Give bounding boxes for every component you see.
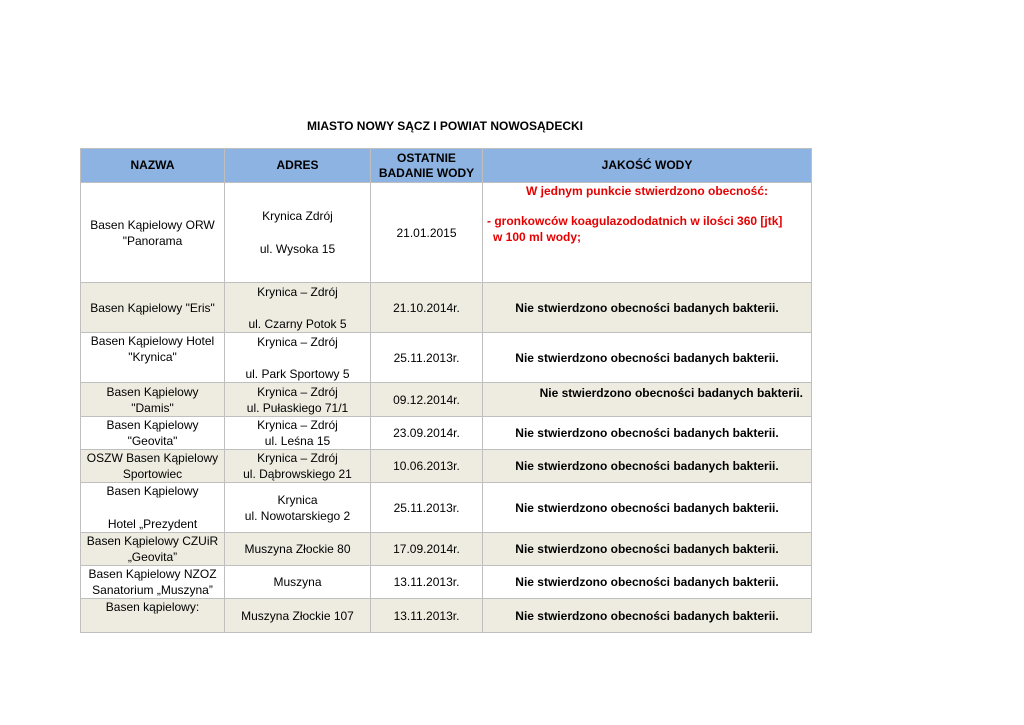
name-line: Sportowiec (122, 467, 183, 481)
cell-date: 21.01.2015 (371, 183, 483, 283)
cell-address: Muszyna Złockie 107 (225, 599, 371, 633)
address-line: ul. Czarny Potok 5 (248, 316, 347, 331)
table-row (81, 599, 812, 633)
table-row (81, 450, 812, 483)
cell-address (225, 483, 371, 533)
address-line: ul. Leśna 15 (264, 434, 331, 448)
table-row (81, 383, 812, 417)
cell-name (81, 183, 225, 283)
cell-date: 13.11.2013r. (371, 599, 483, 633)
cell-name (81, 417, 225, 450)
address-line: ul. Pułaskiego 71/1 (246, 400, 349, 415)
water-quality-table (80, 148, 812, 633)
cell-quality: Nie stwierdzono obecności badanych bakterii. (483, 450, 812, 483)
cell-name (81, 566, 225, 599)
name-line: Basen Kąpielowy Hotel (90, 334, 215, 348)
cell-name: Basen Kąpielowy "Eris" (81, 283, 225, 333)
cell-quality: Nie stwierdzono obecności badanych bakterii. (483, 383, 812, 417)
header-quality: JAKOŚĆ WODY (483, 149, 812, 183)
name-line: "Krynica" (128, 350, 177, 364)
cell-name (81, 533, 225, 566)
address-line: Krynica (277, 492, 318, 507)
header-last-test (371, 149, 483, 183)
name-line: Sanatorium „Muszyna” (92, 583, 213, 597)
table-header-row (81, 149, 812, 183)
cell-date: 13.11.2013r. (371, 566, 483, 599)
name-line: "Damis" (131, 400, 174, 415)
cell-date: 09.12.2014r. (371, 383, 483, 417)
document-title: MIASTO NOWY SĄCZ I POWIAT NOWOSĄDECKI (307, 119, 583, 133)
header-name: NAZWA (81, 149, 225, 183)
cell-name (81, 483, 225, 533)
cell-date: 25.11.2013r. (371, 483, 483, 533)
table-row (81, 283, 812, 333)
address-line: ul. Wysoka 15 (259, 242, 336, 256)
header-address: ADRES (225, 149, 371, 183)
cell-date: 25.11.2013r. (371, 333, 483, 383)
quality-detail: w 100 ml wody; (493, 230, 582, 244)
cell-address (225, 283, 371, 333)
cell-address (225, 417, 371, 450)
name-line: Basen Kąpielowy (106, 484, 199, 498)
cell-quality: Nie stwierdzono obecności badanych bakterii. (483, 283, 812, 333)
table-row (81, 566, 812, 599)
cell-address: Muszyna (225, 566, 371, 599)
name-line: OSZW Basen Kąpielowy (86, 451, 219, 465)
table-row (81, 333, 812, 383)
cell-date: 17.09.2014r. (371, 533, 483, 566)
cell-address (225, 450, 371, 483)
cell-name (81, 450, 225, 483)
quality-detail: - gronkowców koagulazododatnich w ilości 360 [jtk] (487, 214, 783, 228)
cell-address (225, 333, 371, 383)
address-line: ul. Nowotarskiego 2 (244, 508, 351, 523)
cell-date: 23.09.2014r. (371, 417, 483, 450)
address-line: Krynica – Zdrój (257, 418, 338, 432)
cell-quality: Nie stwierdzono obecności badanych bakterii. (483, 533, 812, 566)
address-line: Krynica – Zdrój (257, 451, 338, 465)
header-last-test-line1: OSTATNIE (397, 150, 456, 165)
name-line: Hotel „Prezydent (107, 517, 198, 531)
address-line: Krynica – Zdrój (257, 384, 338, 399)
cell-name (81, 383, 225, 417)
cell-name (81, 333, 225, 383)
address-line: Krynica – Zdrój (257, 334, 338, 349)
cell-address: Muszyna Złockie 80 (225, 533, 371, 566)
table-row (81, 533, 812, 566)
quality-headline: W jednym punkcie stwierdzono obecność: (525, 184, 769, 198)
cell-address (225, 383, 371, 417)
cell-quality: Nie stwierdzono obecności badanych bakterii. (483, 333, 812, 383)
header-last-test-line2: BADANIE WODY (378, 165, 475, 180)
cell-quality (483, 183, 812, 283)
cell-date: 10.06.2013r. (371, 450, 483, 483)
name-line: "Panorama (122, 233, 183, 248)
name-line: „Geovita” (127, 550, 178, 564)
cell-name: Basen kąpielowy: (81, 599, 225, 633)
table-row (81, 483, 812, 533)
name-line: Basen Kąpielowy NZOZ (88, 567, 217, 581)
name-line: Basen Kąpielowy (106, 384, 199, 399)
table-row (81, 183, 812, 283)
address-line: Krynica Zdrój (262, 209, 333, 223)
address-line: ul. Dąbrowskiego 21 (243, 467, 352, 481)
cell-quality: Nie stwierdzono obecności badanych bakterii. (483, 599, 812, 633)
cell-date: 21.10.2014r. (371, 283, 483, 333)
name-line: Basen Kąpielowy (106, 418, 199, 432)
cell-quality: Nie stwierdzono obecności badanych bakterii. (483, 483, 812, 533)
table-row (81, 417, 812, 450)
name-line: "Geovita" (127, 434, 178, 448)
cell-quality: Nie stwierdzono obecności badanych bakterii. (483, 566, 812, 599)
address-line: Krynica – Zdrój (257, 284, 338, 299)
name-line: Basen Kąpielowy CZUiR (86, 534, 219, 548)
cell-quality: Nie stwierdzono obecności badanych bakterii. (483, 417, 812, 450)
name-line: Basen Kąpielowy ORW (90, 217, 215, 232)
cell-address (225, 183, 371, 283)
address-line: ul. Park Sportowy 5 (245, 366, 350, 381)
